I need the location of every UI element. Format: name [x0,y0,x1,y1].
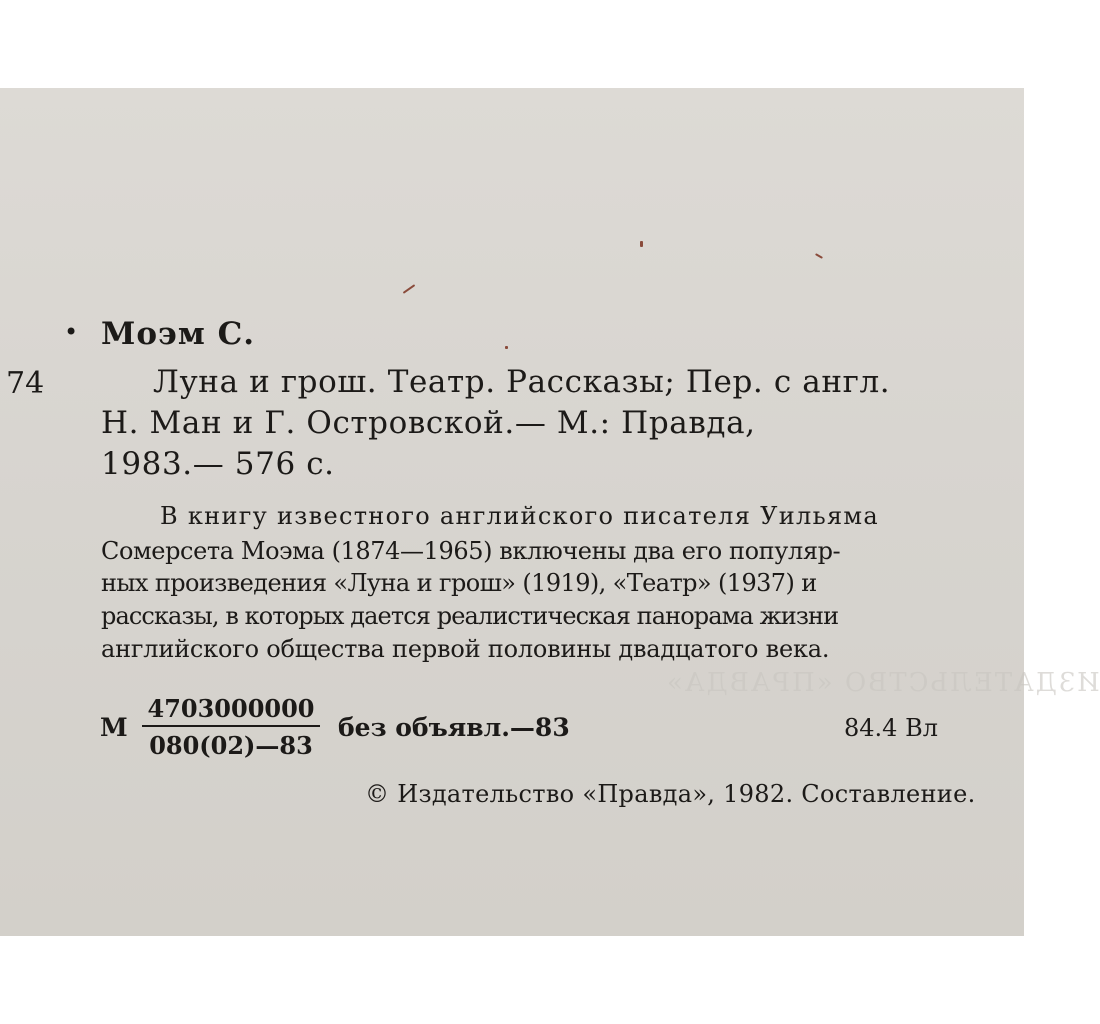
catalog-fraction [142,694,320,760]
paper-speck [640,241,643,247]
bibliographic-line: Луна и грош. Театр. Рассказы; Пер. с англ. [153,364,891,400]
bleed-through-text: ИЗДАТЕЛЬСТВО «ПРАВДА» [665,668,1100,698]
bbk-index: 84.4 Вл [844,714,938,742]
bibliographic-line: Н. Ман и Г. Островской.— М.: Правда, [101,405,756,441]
annotation-line: В книгу известного английского писателя Уильяма [160,502,879,530]
catalog-numerator: 4703000000 [142,694,320,727]
bullet-dot: • [64,318,79,346]
paper-speck [505,346,508,349]
catalog-note: без объявл.—83 [338,713,570,742]
catalog-letter: М [100,713,128,742]
copyright-line: © Издательство «Правда», 1982. Составление. [365,780,976,808]
annotation-line: рассказы, в которых дается реалистическая панорама жизни [101,602,839,630]
annotation-line: Сомерсета Моэма (1874—1965) включены два его популяр- [101,537,841,565]
annotation-line: английского общества первой половины двадцатого века. [101,635,830,663]
author-heading: Моэм С. [101,316,256,352]
paper-speck [815,253,823,259]
paper-speck [403,284,416,294]
annotation-line: ных произведения «Луна и грош» (1919), «Театр» (1937) и [101,569,817,597]
classification-index: 74 [6,366,45,401]
catalog-denominator: 080(02)—83 [149,731,313,760]
bibliographic-line: 1983.— 576 с. [101,446,335,482]
